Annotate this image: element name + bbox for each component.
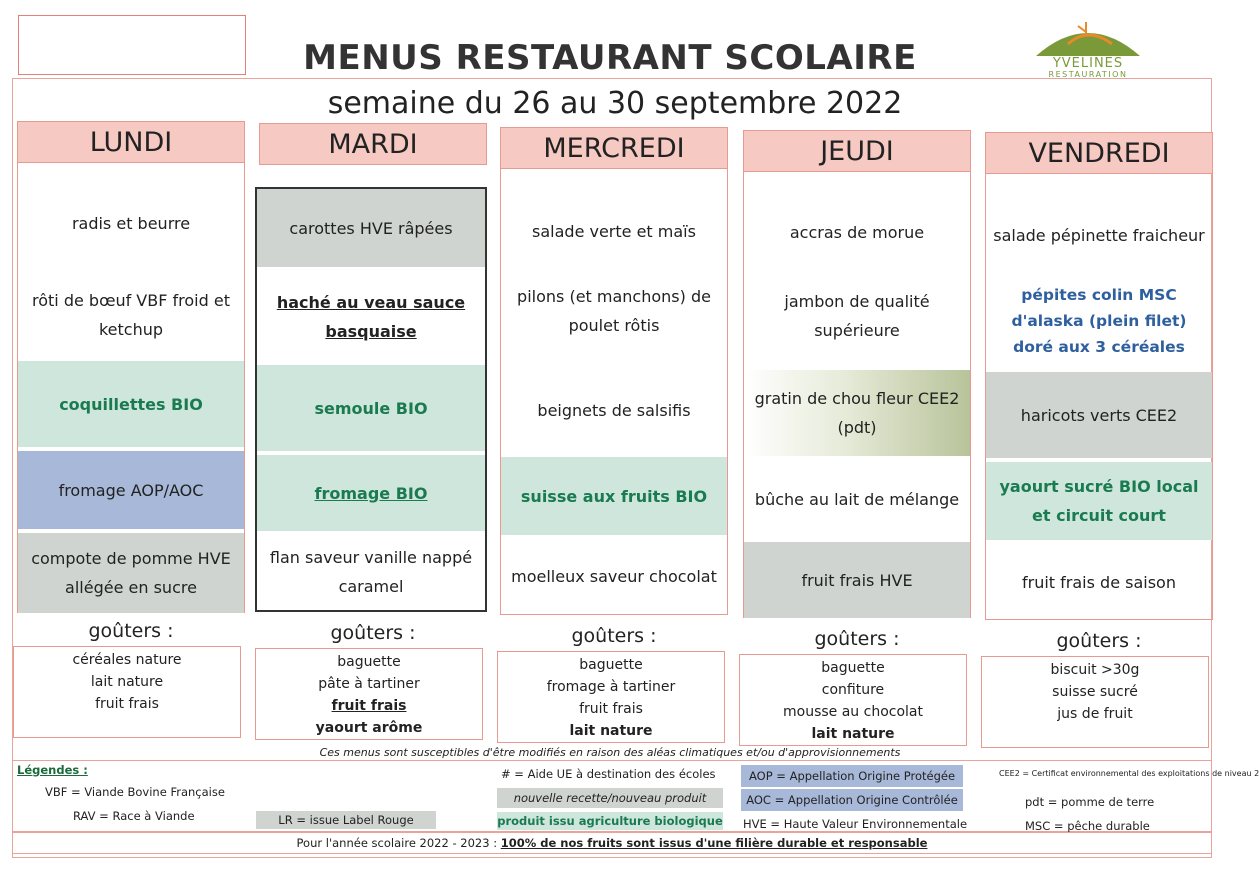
legend-vbf: VBF = Viande Bovine Française [45,785,225,799]
footer-emphasis: 100% de nos fruits sont issus d'une filière durable et responsable [500,836,928,850]
dish-side: gratin de chou fleur CEE2 (pdt) [744,370,970,456]
gouter-lundi [13,646,241,738]
dish-starter: radis et beurre [71,213,191,233]
dish-cheese: fromage AOP/AOC [18,451,244,529]
dishes-mardi [255,187,487,612]
day-column-lundi [17,121,245,163]
week-subtitle: semaine du 26 au 30 septembre 2022 [327,86,903,121]
dishes-lundi [17,163,245,613]
dish-main: rôti de bœuf VBF froid et ketchup [32,291,230,339]
gouter-jeudi [739,654,967,746]
dish-dessert: compote de pomme HVE allégée en sucre [18,533,244,613]
dish-dessert: fruit frais HVE [744,542,970,618]
gouter-item: lait nature [90,674,164,690]
day-column-mercredi [500,127,728,169]
dishes-jeudi [743,172,971,618]
logo-subtext: RESTAURATION [1048,70,1128,79]
legend-new: nouvelle recette/nouveau produit [497,788,723,808]
legend-hve: HVE = Haute Valeur Environnementale [743,817,968,831]
yvelines-logo [1028,18,1148,80]
dish-dessert: fruit frais de saison [1022,572,1176,592]
gouter-item: baguette [579,657,643,673]
gouter-item: baguette [821,660,885,676]
gouter-item: lait nature [811,726,895,742]
gouter-item: fruit frais [579,701,643,717]
gouter-item: jus de fruit [1057,706,1133,722]
logo-text: YVELINES [1052,56,1124,71]
gouter-item: lait nature [569,723,653,739]
dish-side: beignets de salsifis [537,400,691,420]
dish-starter: carottes HVE râpées [257,189,485,267]
gouter-vendredi [981,656,1209,748]
logo-arc-icon [1028,18,1148,58]
day-header: MERCREDI [500,127,728,169]
day-header: MARDI [259,123,487,165]
day-header: JEUDI [743,130,971,172]
dish-side: semoule BIO [257,365,485,451]
dish-starter: accras de morue [789,222,925,242]
day-header: LUNDI [17,121,245,163]
dish-dessert: flan saveur vanille nappé caramel [269,548,473,596]
dish-main: pilons (et manchons) de poulet rôtis [517,287,711,335]
day-column-mardi [259,123,487,165]
dish-cheese: fromage BIO [314,483,428,503]
legend-aop: AOP = Appellation Origine Protégée [741,765,963,787]
dish-dessert: moelleux saveur chocolat [511,566,717,586]
gouter-item: yaourt arôme [315,720,423,736]
gouter-label: goûters : [571,625,657,647]
legend-cee2: CEE2 = Certificat environnemental des exploitations de niveau 2 [999,769,1259,778]
dish-starter: salade pépinette fraicheur [993,225,1205,245]
footer-prefix: Pour l'année scolaire 2022 - 2023 : [296,836,501,850]
gouter-label: goûters : [88,620,174,642]
dish-cheese: bûche au lait de mélange [754,489,960,509]
footer-statement [12,832,1212,854]
legend-ue: # = Aide UE à destination des écoles [501,767,716,781]
gouter-item: biscuit >30g [1050,662,1140,678]
dish-cheese-wrap [257,455,485,531]
legend-box [12,760,1259,833]
gouter-item: pâte à tartiner [318,676,420,692]
gouter-label: goûters : [330,622,416,644]
dishes-mercredi [500,169,728,615]
gouter-item: fruit frais [95,696,159,712]
legend-rav: RAV = Race à Viande [73,809,195,823]
dish-side: haricots verts CEE2 [986,372,1212,458]
gouter-item: fruit frais [331,698,407,714]
dish-main: pépites colin MSC d'alaska (plein filet) doré aux 3 céréales [1011,286,1187,356]
gouter-item: céréales nature [72,652,182,668]
gouter-item: baguette [337,654,401,670]
legend-msc: MSC = pêche durable [1025,819,1150,833]
dish-side: coquillettes BIO [18,361,244,447]
dish-starter: salade verte et maïs [532,221,696,241]
dish-cheese: yaourt sucré BIO local et circuit court [986,462,1212,540]
gouter-label: goûters : [1056,630,1142,652]
gouter-label: goûters : [814,628,900,650]
dish-main-wrap [257,269,485,365]
legend-pdt: pdt = pomme de terre [1025,795,1155,809]
disclaimer-note: Ces menus sont susceptibles d'être modifiés en raison des aléas climatiques et/ou d'approvisionnements [319,746,901,759]
name-box [18,15,246,75]
day-column-jeudi [743,130,971,172]
dish-cheese: suisse aux fruits BIO [501,457,727,535]
page-title: MENUS RESTAURANT SCOLAIRE [303,38,917,78]
legend-lr: LR = issue Label Rouge [256,811,436,829]
day-column-vendredi [985,132,1213,174]
legend-title: Légendes : [17,763,88,777]
gouter-item: confiture [821,682,885,698]
dish-main: jambon de qualité supérieure [784,292,930,340]
gouter-item: fromage à tartiner [546,679,676,695]
gouter-item: mousse au chocolat [783,704,923,720]
dishes-vendredi [985,174,1213,620]
day-header: VENDREDI [985,132,1213,174]
gouter-mercredi [497,651,725,743]
gouter-mardi [255,648,483,740]
dish-main: haché au veau sauce basquaise [276,293,466,341]
legend-aoc: AOC = Appellation Origine Contrôlée [741,789,963,811]
legend-bio: produit issu agriculture biologique [497,814,723,828]
gouter-item: suisse sucré [1052,684,1138,700]
